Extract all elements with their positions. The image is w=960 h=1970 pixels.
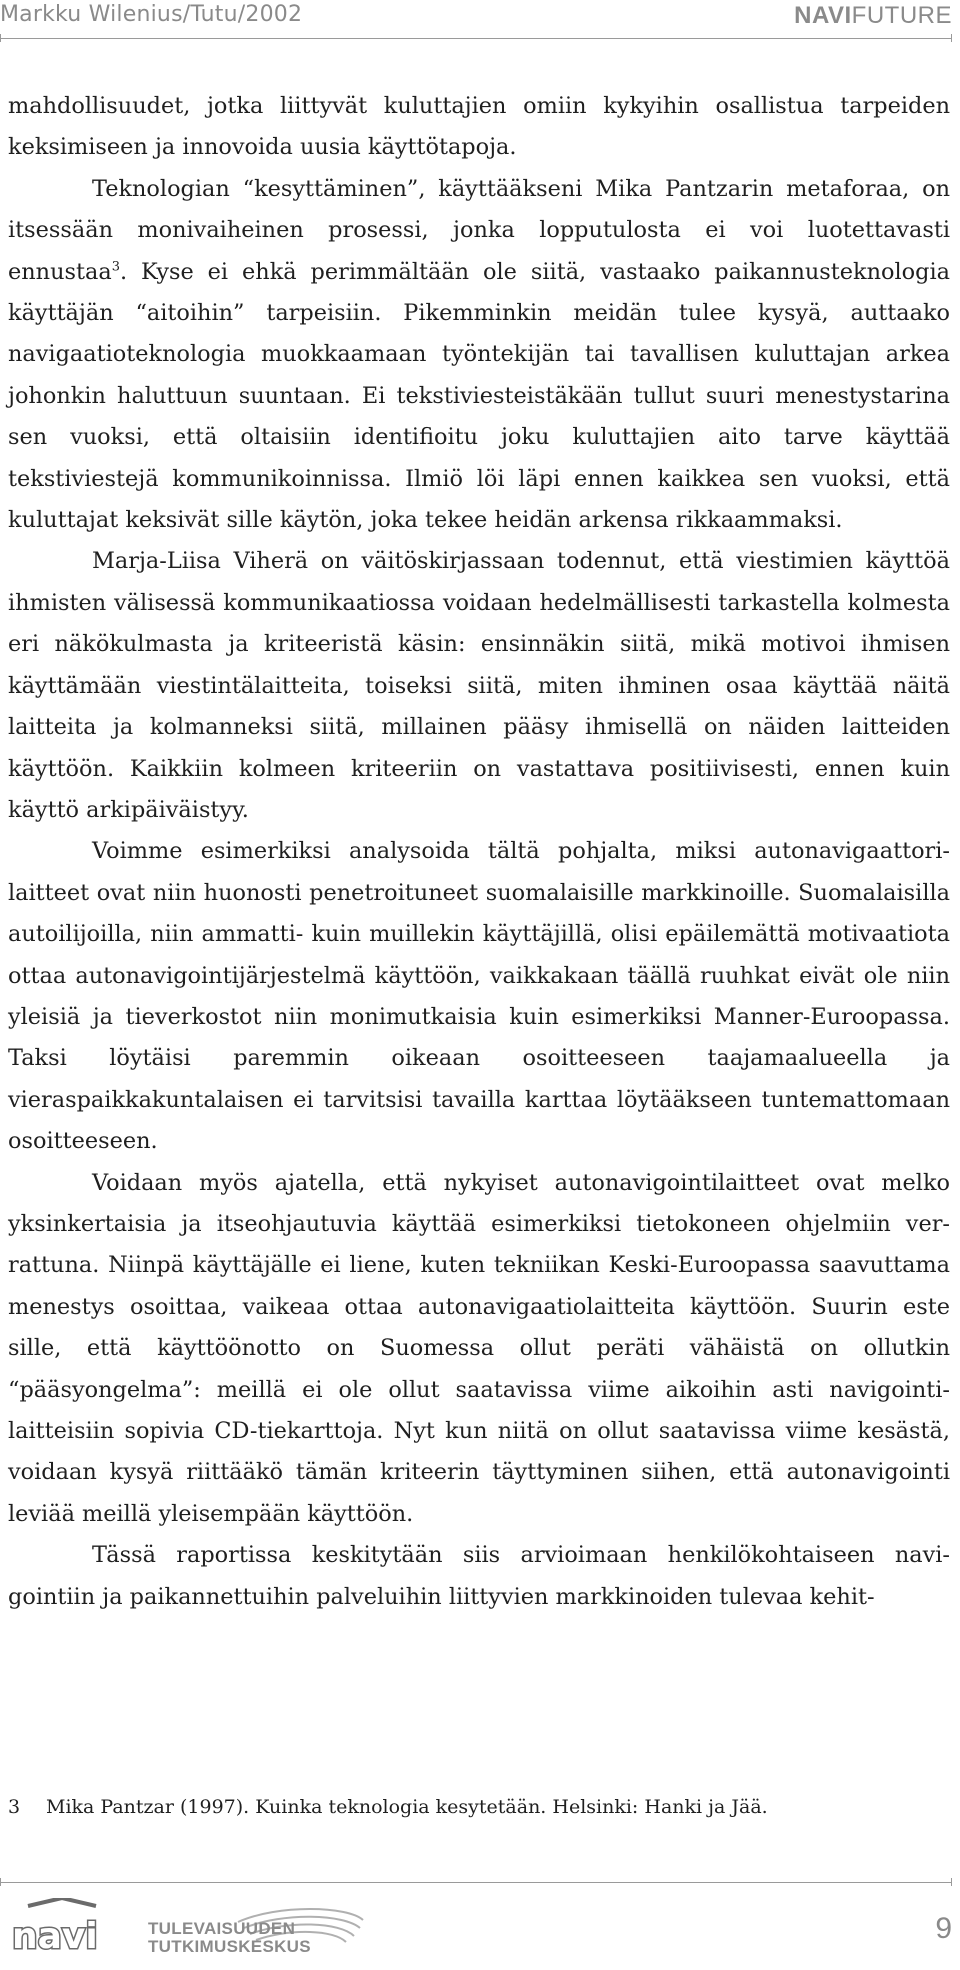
paragraph-2-start: Teknologian “kesyttäminen”, käyttääkseni Mika Pantzarin metaforaa, on itsessään monivaiheinen prosessi, jonka lopputulosta ei voi luotettavasti ennustaa [8,175,950,285]
footer-rule [0,1882,952,1883]
paragraph-2 [8,169,950,542]
navi-logo-text: navi [12,1916,98,1957]
paragraph-1: mahdollisuudet, jotka liittyvät kuluttajien omiin kykyihin osallistua tarpeiden keksimiseen ja innovoida uusia käyttötapoja. [8,93,950,161]
running-title: Markku Wilenius/Tutu/2002 [0,2,303,27]
header-rule-tick-right [951,34,952,42]
navifuture-logo-light: FUTURE [851,2,952,29]
header-rule-tick-left [0,34,1,42]
page-number: 9 [935,1912,952,1945]
paragraph-2-rest: . Kyse ei ehkä perimmältään ole siitä, vastaako paikannusteknologia käyttäjän “aitoihin” tarpeisiin. Pikemminkin meidän tulee kysyä, auttaako navigaatioteknologia muokkaamaan työntekijän tai tavallisen kuluttajan arkea johonkin haluttuun suuntaan. Ei tekstiviesteistäkään tullut suuri menestystarina sen vuoksi, että oltaisiin identifioitu joku kuluttajien aito tarve käyttää tekstiviestejä kommunikoinnissa. Ilmiö löi läpi ennen kaikkea sen vuoksi, että kuluttajat keksivät sille käytön, joka tekee heidän arkensa rikkaammaksi. [8,258,950,534]
navi-logo-graphic [6,1898,118,1962]
paragraph-3: Marja-Liisa Viherä on väitöskirjassaan todennut, että viestimien käyttöä ihmisten välisessä kommunikaatiossa voidaan hedelmällisesti tarkastella kolmesta eri näkökulmasta ja kriteeristä käsin: ensinnäkin siitä, mikä motivoi ihmisen käyttämään viestintälaitteita, toiseksi siitä, miten ihminen osaa käyttää näitä laitteita ja kolmanneksi siitä, millainen pääsy ihmisellä on näiden laitteiden käyttöön. Kaikkiin kolmeen kriteeriin on vastattava positiivisesti, ennen kuin käyttö arkipäiväistyy. [8,548,950,823]
navifuture-logo [794,2,952,30]
navifuture-logo-bold: NAVI [794,2,852,29]
footnote [8,1796,948,1818]
page-header [0,0,960,44]
navi-logo-arc [28,1898,96,1906]
navi-logo [6,1898,118,1962]
tulevaisuuden-tutkimuskeskus-logo [148,1908,368,1960]
footnote-reference: 3 [111,259,120,275]
paragraph-5: Voidaan myös ajatella, että nykyiset autonavigointilaitteet ovat melko yksinkertaisia ja itseohjautuvia käyttää esimerkiksi tietokoneen ohjelmiin verrattuna. Niinpä käyttäjälle ei liene, kuten tekniikan Keski-Euroopassa saavuttama menestys osoittaa, vaikeaa ottaa autonavigaatiolaitteita käyttöön. Suurin este sille, että käyttöönotto on Suomessa ollut peräti vähäistä on ollutkin “pääsyongelma”: meillä ei ole ollut saatavissa viime aikoihin asti navigointilaitteisiin sopivia CD-tiekarttoja. Nyt kun niitä on ollut saatavissa viime kesästä, voidaan kysyä riittääkö tämän kriteerin täyttyminen siihen, että autonavigointi leviää meillä yleisempään käyttöön. [8,1169,950,1527]
footer-rule-tick-left [0,1878,1,1886]
header-rule [0,38,952,39]
footnote-text: Mika Pantzar (1997). Kuinka teknologia kesytetään. Helsinki: Hanki ja Jää. [46,1796,768,1818]
paragraph-4: Voimme esimerkiksi analysoida tältä pohjalta, miksi autonavigaattorilaitteet ovat niin huonosti penetroituneet suomalaisille markkinoille. Suomalaisilla autoilijoilla, niin ammatti- kuin muillekin käyttäjillä, olisi epäilemättä motivaatiota ottaa autonavigointijärjestelmä käyttöön, vaikkakaan täällä ruuhkat eivät ole niin yleisiä ja tieverkostot niin monimutkaisia kuin esimerkiksi Manner-Euroopassa. Taksi löytäisi paremmin oikeaan osoitteeseen taajamaalueella ja vieraspaikkakuntalaisen ei tarvitsisi tavailla karttaa löytääkseen tuntemattomaan osoitteeseen. [8,838,950,1155]
tts-line-2: TUTKIMUSKESKUS [148,1937,311,1956]
paragraph-6: Tässä raportissa keskitytään siis arvioimaan henkilökohtaiseen navigointiin ja paikannettuihin palveluihin liittyvien markkinoiden tulevaa kehit- [8,1542,950,1610]
footer-rule-tick-right [951,1878,952,1886]
tts-line-1: TULEVAISUUDEN [148,1919,296,1938]
body-text [8,86,950,1618]
footnote-number: 3 [8,1796,21,1818]
